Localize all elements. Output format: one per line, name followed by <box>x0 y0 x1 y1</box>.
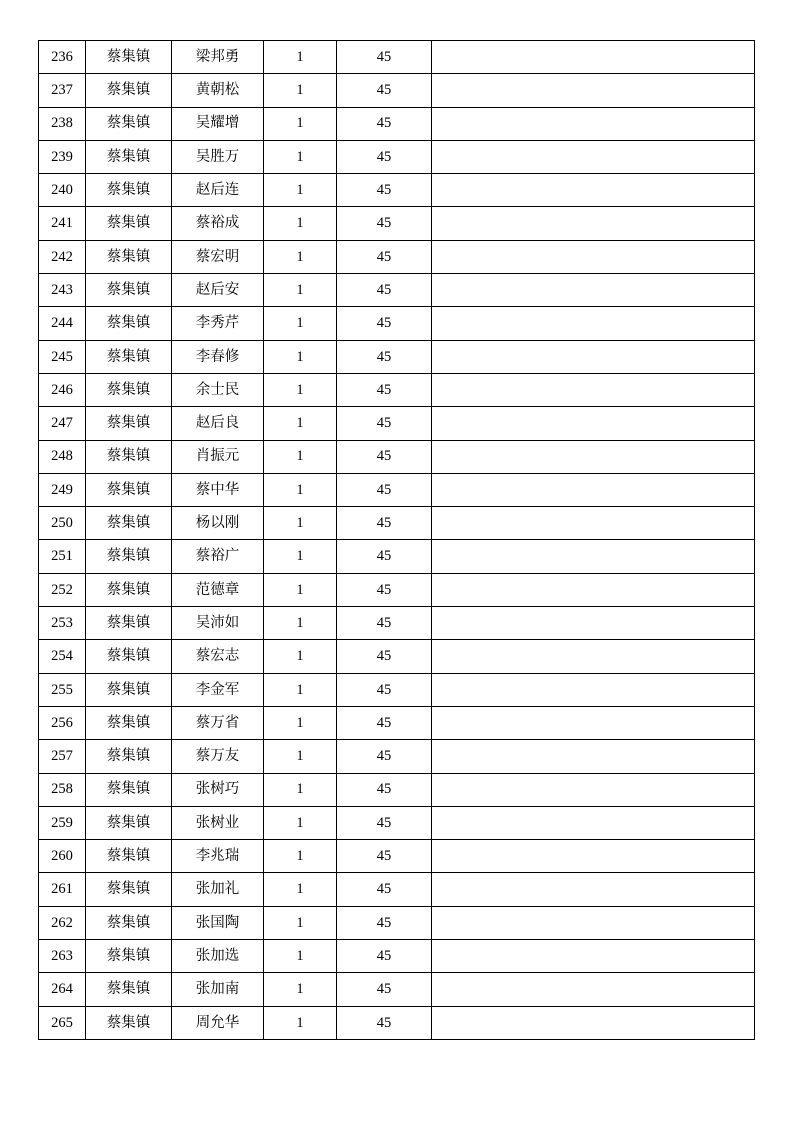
note-cell <box>432 840 755 873</box>
table-row <box>39 440 755 473</box>
person-name-cell: 蔡裕成 <box>172 207 264 240</box>
quantity-cell: 1 <box>264 340 337 373</box>
note-cell <box>432 174 755 207</box>
note-cell <box>432 906 755 939</box>
quantity-cell: 1 <box>264 1006 337 1039</box>
row-number-cell: 241 <box>39 207 86 240</box>
quantity-cell: 1 <box>264 240 337 273</box>
quantity-cell: 1 <box>264 207 337 240</box>
town-cell: 蔡集镇 <box>86 973 172 1006</box>
person-name-cell: 范德章 <box>172 573 264 606</box>
town-cell: 蔡集镇 <box>86 673 172 706</box>
amount-cell: 45 <box>337 473 432 506</box>
row-number-cell: 262 <box>39 906 86 939</box>
town-cell: 蔡集镇 <box>86 740 172 773</box>
amount-cell: 45 <box>337 340 432 373</box>
person-name-cell: 张树巧 <box>172 773 264 806</box>
table-row <box>39 340 755 373</box>
row-number-cell: 244 <box>39 307 86 340</box>
town-cell: 蔡集镇 <box>86 640 172 673</box>
note-cell <box>432 240 755 273</box>
quantity-cell: 1 <box>264 140 337 173</box>
quantity-cell: 1 <box>264 274 337 307</box>
roster-table-body <box>39 41 755 1040</box>
row-number-cell: 264 <box>39 973 86 1006</box>
row-number-cell: 263 <box>39 940 86 973</box>
amount-cell: 45 <box>337 1006 432 1039</box>
person-name-cell: 张树业 <box>172 806 264 839</box>
table-row <box>39 673 755 706</box>
person-name-cell: 蔡宏志 <box>172 640 264 673</box>
amount-cell: 45 <box>337 573 432 606</box>
town-cell: 蔡集镇 <box>86 207 172 240</box>
person-name-cell: 黄朝松 <box>172 74 264 107</box>
row-number-cell: 236 <box>39 41 86 74</box>
row-number-cell: 250 <box>39 507 86 540</box>
town-cell: 蔡集镇 <box>86 507 172 540</box>
table-row <box>39 407 755 440</box>
note-cell <box>432 773 755 806</box>
person-name-cell: 蔡万友 <box>172 740 264 773</box>
town-cell: 蔡集镇 <box>86 373 172 406</box>
amount-cell: 45 <box>337 107 432 140</box>
person-name-cell: 吴沛如 <box>172 607 264 640</box>
quantity-cell: 1 <box>264 373 337 406</box>
amount-cell: 45 <box>337 174 432 207</box>
row-number-cell: 261 <box>39 873 86 906</box>
table-row <box>39 607 755 640</box>
roster-table <box>38 40 755 1040</box>
quantity-cell: 1 <box>264 307 337 340</box>
note-cell <box>432 41 755 74</box>
note-cell <box>432 107 755 140</box>
table-row <box>39 107 755 140</box>
person-name-cell: 李春修 <box>172 340 264 373</box>
table-row <box>39 740 755 773</box>
quantity-cell: 1 <box>264 607 337 640</box>
table-row <box>39 507 755 540</box>
note-cell <box>432 140 755 173</box>
town-cell: 蔡集镇 <box>86 840 172 873</box>
town-cell: 蔡集镇 <box>86 473 172 506</box>
note-cell <box>432 507 755 540</box>
row-number-cell: 239 <box>39 140 86 173</box>
note-cell <box>432 207 755 240</box>
town-cell: 蔡集镇 <box>86 1006 172 1039</box>
person-name-cell: 蔡裕广 <box>172 540 264 573</box>
person-name-cell: 张国陶 <box>172 906 264 939</box>
quantity-cell: 1 <box>264 706 337 739</box>
amount-cell: 45 <box>337 373 432 406</box>
person-name-cell: 肖振元 <box>172 440 264 473</box>
amount-cell: 45 <box>337 540 432 573</box>
quantity-cell: 1 <box>264 107 337 140</box>
note-cell <box>432 74 755 107</box>
town-cell: 蔡集镇 <box>86 407 172 440</box>
quantity-cell: 1 <box>264 640 337 673</box>
table-row <box>39 207 755 240</box>
person-name-cell: 周允华 <box>172 1006 264 1039</box>
quantity-cell: 1 <box>264 873 337 906</box>
amount-cell: 45 <box>337 507 432 540</box>
note-cell <box>432 940 755 973</box>
amount-cell: 45 <box>337 906 432 939</box>
quantity-cell: 1 <box>264 940 337 973</box>
quantity-cell: 1 <box>264 407 337 440</box>
town-cell: 蔡集镇 <box>86 773 172 806</box>
note-cell <box>432 740 755 773</box>
quantity-cell: 1 <box>264 440 337 473</box>
quantity-cell: 1 <box>264 573 337 606</box>
amount-cell: 45 <box>337 207 432 240</box>
amount-cell: 45 <box>337 407 432 440</box>
note-cell <box>432 540 755 573</box>
amount-cell: 45 <box>337 940 432 973</box>
person-name-cell: 赵后安 <box>172 274 264 307</box>
amount-cell: 45 <box>337 706 432 739</box>
quantity-cell: 1 <box>264 74 337 107</box>
row-number-cell: 260 <box>39 840 86 873</box>
row-number-cell: 254 <box>39 640 86 673</box>
note-cell <box>432 307 755 340</box>
person-name-cell: 张加南 <box>172 973 264 1006</box>
amount-cell: 45 <box>337 840 432 873</box>
person-name-cell: 蔡宏明 <box>172 240 264 273</box>
amount-cell: 45 <box>337 773 432 806</box>
table-row <box>39 640 755 673</box>
town-cell: 蔡集镇 <box>86 940 172 973</box>
row-number-cell: 245 <box>39 340 86 373</box>
town-cell: 蔡集镇 <box>86 340 172 373</box>
quantity-cell: 1 <box>264 540 337 573</box>
town-cell: 蔡集镇 <box>86 906 172 939</box>
note-cell <box>432 806 755 839</box>
table-row <box>39 940 755 973</box>
amount-cell: 45 <box>337 74 432 107</box>
person-name-cell: 张加礼 <box>172 873 264 906</box>
person-name-cell: 吴胜万 <box>172 140 264 173</box>
quantity-cell: 1 <box>264 174 337 207</box>
amount-cell: 45 <box>337 240 432 273</box>
row-number-cell: 242 <box>39 240 86 273</box>
note-cell <box>432 873 755 906</box>
row-number-cell: 247 <box>39 407 86 440</box>
row-number-cell: 237 <box>39 74 86 107</box>
table-row <box>39 773 755 806</box>
table-row <box>39 806 755 839</box>
table-row <box>39 973 755 1006</box>
town-cell: 蔡集镇 <box>86 174 172 207</box>
table-row <box>39 473 755 506</box>
town-cell: 蔡集镇 <box>86 706 172 739</box>
row-number-cell: 257 <box>39 740 86 773</box>
row-number-cell: 246 <box>39 373 86 406</box>
quantity-cell: 1 <box>264 740 337 773</box>
table-row <box>39 540 755 573</box>
row-number-cell: 256 <box>39 706 86 739</box>
person-name-cell: 蔡万省 <box>172 706 264 739</box>
town-cell: 蔡集镇 <box>86 274 172 307</box>
town-cell: 蔡集镇 <box>86 140 172 173</box>
quantity-cell: 1 <box>264 673 337 706</box>
person-name-cell: 杨以刚 <box>172 507 264 540</box>
note-cell <box>432 607 755 640</box>
town-cell: 蔡集镇 <box>86 107 172 140</box>
amount-cell: 45 <box>337 307 432 340</box>
town-cell: 蔡集镇 <box>86 307 172 340</box>
person-name-cell: 赵后连 <box>172 174 264 207</box>
person-name-cell: 吴耀增 <box>172 107 264 140</box>
note-cell <box>432 473 755 506</box>
amount-cell: 45 <box>337 873 432 906</box>
quantity-cell: 1 <box>264 906 337 939</box>
amount-cell: 45 <box>337 140 432 173</box>
amount-cell: 45 <box>337 973 432 1006</box>
amount-cell: 45 <box>337 673 432 706</box>
town-cell: 蔡集镇 <box>86 806 172 839</box>
row-number-cell: 258 <box>39 773 86 806</box>
table-row <box>39 706 755 739</box>
table-row <box>39 41 755 74</box>
note-cell <box>432 973 755 1006</box>
note-cell <box>432 440 755 473</box>
person-name-cell: 赵后良 <box>172 407 264 440</box>
quantity-cell: 1 <box>264 41 337 74</box>
quantity-cell: 1 <box>264 473 337 506</box>
table-row <box>39 573 755 606</box>
person-name-cell: 蔡中华 <box>172 473 264 506</box>
table-row <box>39 373 755 406</box>
amount-cell: 45 <box>337 640 432 673</box>
note-cell <box>432 340 755 373</box>
table-row <box>39 240 755 273</box>
row-number-cell: 240 <box>39 174 86 207</box>
row-number-cell: 252 <box>39 573 86 606</box>
note-cell <box>432 673 755 706</box>
note-cell <box>432 274 755 307</box>
town-cell: 蔡集镇 <box>86 41 172 74</box>
amount-cell: 45 <box>337 41 432 74</box>
row-number-cell: 251 <box>39 540 86 573</box>
person-name-cell: 李秀芹 <box>172 307 264 340</box>
row-number-cell: 249 <box>39 473 86 506</box>
person-name-cell: 李金军 <box>172 673 264 706</box>
town-cell: 蔡集镇 <box>86 573 172 606</box>
table-row <box>39 174 755 207</box>
note-cell <box>432 706 755 739</box>
person-name-cell: 余士民 <box>172 373 264 406</box>
quantity-cell: 1 <box>264 507 337 540</box>
quantity-cell: 1 <box>264 973 337 1006</box>
quantity-cell: 1 <box>264 840 337 873</box>
town-cell: 蔡集镇 <box>86 440 172 473</box>
table-row <box>39 906 755 939</box>
table-row <box>39 1006 755 1039</box>
amount-cell: 45 <box>337 274 432 307</box>
quantity-cell: 1 <box>264 806 337 839</box>
row-number-cell: 265 <box>39 1006 86 1039</box>
town-cell: 蔡集镇 <box>86 74 172 107</box>
amount-cell: 45 <box>337 806 432 839</box>
table-row <box>39 307 755 340</box>
amount-cell: 45 <box>337 607 432 640</box>
person-name-cell: 李兆瑞 <box>172 840 264 873</box>
table-row <box>39 840 755 873</box>
town-cell: 蔡集镇 <box>86 873 172 906</box>
town-cell: 蔡集镇 <box>86 607 172 640</box>
row-number-cell: 243 <box>39 274 86 307</box>
table-row <box>39 274 755 307</box>
row-number-cell: 253 <box>39 607 86 640</box>
town-cell: 蔡集镇 <box>86 540 172 573</box>
row-number-cell: 259 <box>39 806 86 839</box>
town-cell: 蔡集镇 <box>86 240 172 273</box>
note-cell <box>432 640 755 673</box>
table-row <box>39 873 755 906</box>
row-number-cell: 248 <box>39 440 86 473</box>
note-cell <box>432 373 755 406</box>
person-name-cell: 张加选 <box>172 940 264 973</box>
row-number-cell: 238 <box>39 107 86 140</box>
quantity-cell: 1 <box>264 773 337 806</box>
note-cell <box>432 573 755 606</box>
table-row <box>39 74 755 107</box>
amount-cell: 45 <box>337 740 432 773</box>
table-row <box>39 140 755 173</box>
person-name-cell: 梁邦勇 <box>172 41 264 74</box>
row-number-cell: 255 <box>39 673 86 706</box>
note-cell <box>432 1006 755 1039</box>
note-cell <box>432 407 755 440</box>
amount-cell: 45 <box>337 440 432 473</box>
